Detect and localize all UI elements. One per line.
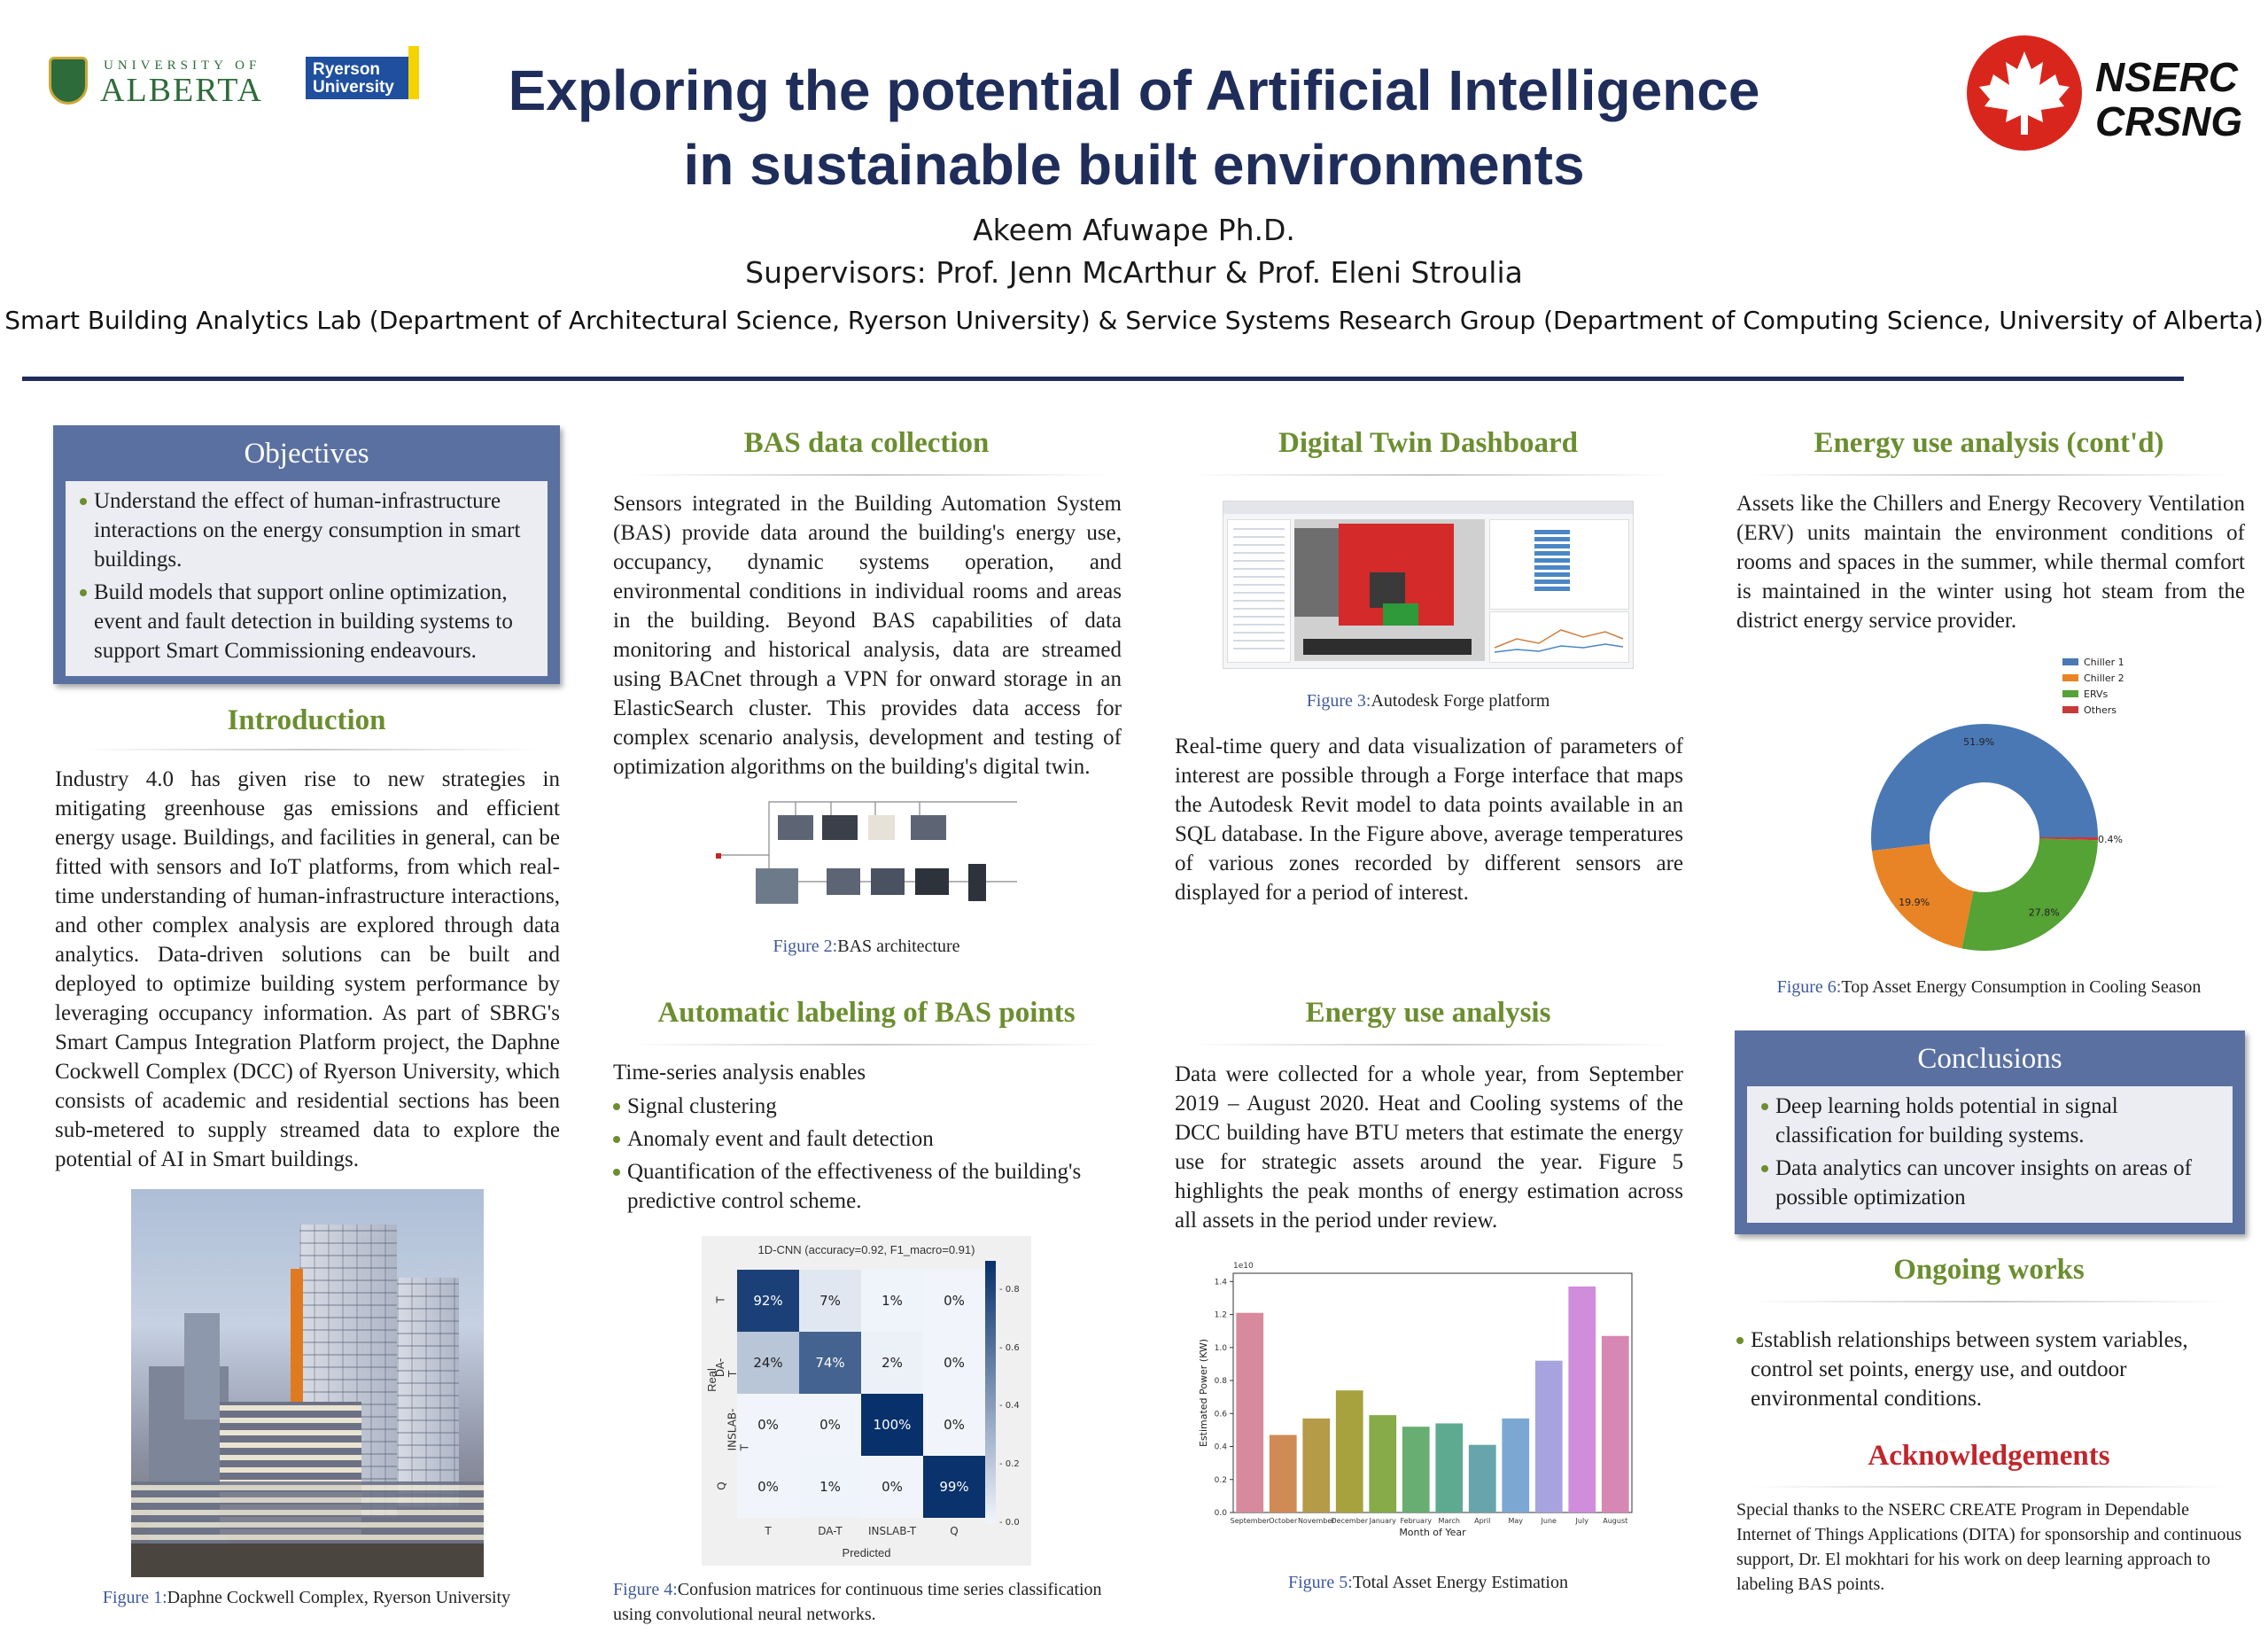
bar-ytick-label: 0.6 (1214, 1410, 1227, 1419)
affiliation: Smart Building Analytics Lab (Department of Architectural Science, Ryerson University) & Service Systems Research Group (Department of Computing Science, University of Alberta) (4, 306, 2264, 335)
donut-value-label: 19.9% (1899, 897, 1930, 909)
donut-legend-label: Chiller 2 (2084, 673, 2124, 684)
confusion-cell: 99% (923, 1456, 985, 1518)
objectives-box (53, 425, 560, 684)
colorbar-tick-label: - 0.6 (999, 1342, 1020, 1353)
figure-2-text: BAS architecture (837, 937, 960, 956)
conclusions-box (1735, 1030, 2245, 1234)
energy-rule (1192, 1044, 1670, 1046)
confusion-cell: 0% (923, 1394, 985, 1456)
confusion-ytick-label: DA-T (714, 1357, 740, 1378)
energy-title: Energy use analysis (1305, 997, 1551, 1029)
objectives-content (66, 481, 548, 676)
figure-4-caption (613, 1577, 1122, 1627)
labeling-title: Automatic labeling of BAS points (657, 997, 1076, 1029)
ua-logo-big-text: ALBERTA (100, 72, 263, 109)
bar-ytick-label: 0.0 (1214, 1509, 1227, 1518)
bar-xtick-label: April (1474, 1517, 1491, 1525)
confusion-cell: 1% (861, 1270, 923, 1332)
bar-scale-label: 1e10 (1233, 1262, 1254, 1271)
title-line-1: Exploring the potential of Artificial Intelligence (508, 58, 1760, 122)
confusion-cell: 0% (861, 1456, 923, 1518)
figure-3-label: Figure 3: (1306, 691, 1371, 711)
bar-september (1236, 1313, 1263, 1512)
conclusion-item: Data analytics can uncover insights on areas of possible optimization (1759, 1154, 2220, 1212)
labeling-rule (629, 1044, 1107, 1046)
bar-ytick-label: 1.0 (1214, 1343, 1227, 1353)
confusion-matrix-title: 1D-CNN (accuracy=0.92, F1_macro=0.91) (757, 1243, 975, 1256)
confusion-cell: 0% (923, 1270, 985, 1332)
introduction-title: Introduction (227, 704, 386, 736)
bar-ytick-label: 1.2 (1214, 1310, 1227, 1320)
bas-rule (629, 474, 1107, 476)
labeling-item: Anomaly event and fault detection (611, 1124, 1122, 1154)
objectives-list (78, 486, 535, 665)
bar-february (1402, 1427, 1430, 1512)
title-line-2: in sustainable built environments (683, 133, 1585, 197)
confusion-ytick-label: INSLAB-T (726, 1408, 751, 1451)
labeling-list (611, 1092, 1122, 1219)
confusion-ytick-label: T (714, 1296, 727, 1303)
donut-legend-swatch (2062, 658, 2078, 665)
figure-5-label: Figure 5: (1288, 1573, 1353, 1592)
donut-legend-label: ERVs (2084, 688, 2109, 700)
confusion-cell: 92% (737, 1270, 799, 1332)
figure-5-text: Total Asset Energy Estimation (1352, 1573, 1568, 1592)
bar-july (1568, 1287, 1596, 1512)
ua-logo-small-text: UNIVERSITY OF (104, 58, 261, 73)
labeling-intro: Time-series analysis enables (613, 1061, 866, 1085)
conclusions-content (1747, 1086, 2233, 1223)
figure-1-caption (53, 1588, 560, 1608)
ongoing-list (1735, 1326, 2243, 1417)
bar-xlabel: Month of Year (1399, 1527, 1466, 1538)
confusion-matrix-xlabel: Predicted (842, 1546, 891, 1559)
confusion-cell: 7% (799, 1270, 861, 1332)
colorbar-tick-label: - 0.8 (999, 1284, 1020, 1295)
bar-xtick-label: November (1297, 1517, 1335, 1525)
bar-xtick-label: May (1508, 1517, 1524, 1525)
donut-legend-swatch (2062, 690, 2078, 697)
confusion-matrix-xtick-labels (737, 1525, 999, 1543)
ack-text: Special thanks to the NSERC CREATE Program in Dependable Internet of Things Applications (DITA) for sponsorship and continuous support, Dr. El mokhtari for his work on deep learning approach to labeling BAS points. (1736, 1500, 2242, 1594)
bas-title: BAS data collection (743, 427, 990, 459)
colorbar-tick-label: - 0.2 (999, 1459, 1020, 1470)
conclusions-list (1759, 1092, 2220, 1212)
conclusions-title: Conclusions (1917, 1043, 2062, 1075)
figure-1-text: Daphne Cockwell Complex, Ryerson University (167, 1588, 511, 1607)
dashboard-rule (1192, 474, 1670, 476)
figure-1-label: Figure 1: (102, 1588, 167, 1607)
energy-bar-chart (1196, 1254, 1648, 1559)
confusion-matrix-ytick-labels (714, 1261, 751, 1523)
bar-march (1435, 1423, 1463, 1512)
ack-title: Acknowledgements (1868, 1440, 2110, 1472)
bar-august (1602, 1336, 1629, 1512)
bar-ytick-label: 0.2 (1214, 1475, 1227, 1485)
objective-item: Understand the effect of human-infrastructure interactions on the energy consumption in smart buildings. (78, 486, 535, 574)
ack-rule (1750, 1486, 2228, 1488)
donut-legend-label: Chiller 1 (2084, 657, 2124, 668)
bar-xtick-label: February (1400, 1517, 1432, 1525)
forge-dashboard-screenshot (1223, 501, 1634, 669)
figure-6-text: Top Asset Energy Consumption in Cooling Season (1841, 977, 2202, 997)
figure-4-text: Confusion matrices for continuous time series classification using convolutional neural networks. (613, 1580, 1102, 1624)
bar-november (1302, 1419, 1330, 1512)
confusion-ytick-label: Q (715, 1481, 728, 1490)
dashboard-text: Real-time query and data visualization of parameters of interest are possible through a Forge interface that maps the Autodesk Revit model to data points available in an SQL database. In the Figure above, average temperatures of various zones recorded by different sensors are displayed for a period of interest. (1175, 735, 1683, 905)
donut-value-label: 27.8% (2028, 906, 2060, 919)
confusion-cell: 2% (861, 1332, 923, 1394)
poster-title (0, 53, 2268, 202)
ongoing-title: Ongoing works (1893, 1254, 2085, 1286)
energy-donut-chart (1825, 651, 2179, 957)
confusion-matrix-figure (702, 1236, 1031, 1566)
figure-6-caption (1732, 977, 2246, 998)
energy-cont-text: Assets like the Chillers and Energy Recovery Ventilation (ERV) units maintain the environment conditions of rooms and spaces in the summer, while thermal comfort is maintained in the winter using hot steam from the district energy service provider. (1736, 492, 2245, 633)
confusion-cell: 0% (737, 1456, 799, 1518)
nserc-line1: NSERC (2095, 54, 2239, 100)
donut-legend-swatch (2062, 674, 2078, 681)
figure-3-caption (1171, 691, 1685, 712)
figure-3-text: Autodesk Forge platform (1371, 691, 1550, 711)
ryerson-logo-text: Ryerson University (306, 57, 410, 99)
figure-2-caption (610, 937, 1123, 957)
labeling-item: Signal clustering (611, 1092, 1122, 1121)
confusion-matrix-colorbar (985, 1261, 996, 1523)
confusion-cell: 24% (737, 1332, 799, 1394)
bar-xtick-label: March (1438, 1517, 1460, 1525)
confusion-matrix-ylabel: Real (704, 1368, 718, 1392)
donut-slice-ervs (1961, 839, 2098, 951)
colorbar-tick-label: - 0.0 (999, 1518, 1020, 1528)
bar-ylabel: Estimated Power (KW) (1198, 1338, 1209, 1448)
introduction-rule (80, 749, 540, 750)
bar-ytick-label: 0.8 (1214, 1377, 1227, 1387)
bar-january (1369, 1415, 1396, 1512)
colorbar-tick-label: - 0.4 (999, 1401, 1020, 1411)
introduction-text: Industry 4.0 has given rise to new strategies in mitigating greenhouse gas emissions and efficient energy usage. Buildings, and facilities in general, can be fitted with sensors and IoT platforms, from which real-time understanding of human-infrastructure interactions, and other complex analysis are explored through data analytics. Data-driven solutions can be built and deployed to optimize building system performance by leveraging occupancy information. As part of SBRG's Smart Campus Integration Platform project, the Daphne Cockwell Complex (DCC) of Ryerson University, which consists of academic and residential sections has been sub-metered to supply streamed data to explore the potential of AI in Smart buildings. (55, 767, 560, 1171)
energy-cont-title: Energy use analysis (cont'd) (1814, 427, 2164, 459)
donut-legend-label: Others (2084, 704, 2117, 716)
bar-ytick-label: 0.4 (1214, 1442, 1227, 1452)
figure-5-caption (1171, 1573, 1685, 1593)
bar-xtick-label: October (1269, 1517, 1298, 1525)
daphne-cockwell-photo (131, 1189, 484, 1577)
confusion-cell: 1% (799, 1456, 861, 1518)
confusion-cell: 100% (861, 1394, 923, 1456)
confusion-cell: 0% (923, 1332, 985, 1394)
confusion-xtick-label: INSLAB-T (867, 1525, 917, 1537)
figure-2-label: Figure 2: (773, 937, 838, 956)
bar-april (1469, 1445, 1496, 1512)
confusion-xtick-label: T (765, 1525, 772, 1537)
donut-value-label: 0.4% (2098, 833, 2123, 845)
bar-xtick-label: January (1369, 1517, 1396, 1525)
bas-architecture-diagram (698, 784, 1044, 930)
ongoing-rule (1750, 1301, 2228, 1303)
nserc-line2: CRSNG (2095, 98, 2243, 144)
bar-december (1336, 1390, 1363, 1512)
objectives-title: Objectives (244, 438, 369, 470)
bar-xtick-label: September (1230, 1517, 1270, 1525)
bar-xtick-label: June (1541, 1517, 1557, 1525)
donut-legend-swatch (2062, 706, 2078, 713)
figure-6-label: Figure 6: (1776, 977, 1842, 997)
confusion-xtick-label: DA-T (818, 1525, 843, 1537)
colorbar-tick-labels (999, 1261, 1029, 1528)
confusion-xtick-label: Q (950, 1525, 959, 1537)
bas-text: Sensors integrated in the Building Automation System (BAS) provide data around the building's energy use, occupancy, dynamic systems operation, and environmental conditions in individual rooms and areas in the building. Beyond BAS capabilities of data monitoring and historical analysis, data are streamed using BACnet through a VPN for onward storage in an ElasticSearch cluster. This provides data access for complex scenario analysis, development and testing of optimization algorithms on the building's digital twin. (613, 492, 1122, 779)
conclusion-item: Deep learning holds potential in signal classification for building systems. (1759, 1092, 2220, 1150)
bar-october (1270, 1435, 1297, 1512)
bar-xtick-label: August (1603, 1517, 1628, 1525)
labeling-item: Quantification of the effectiveness of the building's predictive control scheme. (611, 1157, 1122, 1216)
confusion-cell: 74% (799, 1332, 861, 1394)
supervisors: Supervisors: Prof. Jenn McArthur & Prof. Eleni Stroulia (745, 255, 1523, 290)
author: Akeem Afuwape Ph.D. (973, 213, 1295, 247)
figure-4-label: Figure 4: (613, 1580, 678, 1599)
bar-ytick-label: 1.4 (1214, 1278, 1227, 1287)
energy-text: Data were collected for a whole year, from September 2019 – August 2020. Heat and Cooling systems of the DCC building have BTU meters that estimate the energy use for strategic assets around the year. Figure 5 highlights the peak months of energy estimation across all assets in the period under review. (1175, 1062, 1683, 1233)
bar-may (1502, 1419, 1529, 1512)
energy-cont-rule (1750, 474, 2228, 476)
confusion-matrix-grid (737, 1261, 999, 1523)
objective-item: Build models that support online optimization, event and fault detection in building systems to support Smart Commissioning endeavours. (78, 578, 535, 665)
bar-june (1535, 1361, 1563, 1512)
ongoing-item: Establish relationships between system variables, control set points, energy use, and outdoor environmental conditions. (1735, 1326, 2243, 1413)
dashboard-title: Digital Twin Dashboard (1278, 427, 1579, 459)
header-rule (22, 377, 2184, 381)
bar-xtick-label: December (1331, 1517, 1368, 1525)
confusion-cell: 0% (737, 1394, 799, 1456)
donut-value-label: 51.9% (1963, 736, 1995, 749)
confusion-cell: 0% (799, 1394, 861, 1456)
bar-xtick-label: July (1575, 1517, 1588, 1525)
